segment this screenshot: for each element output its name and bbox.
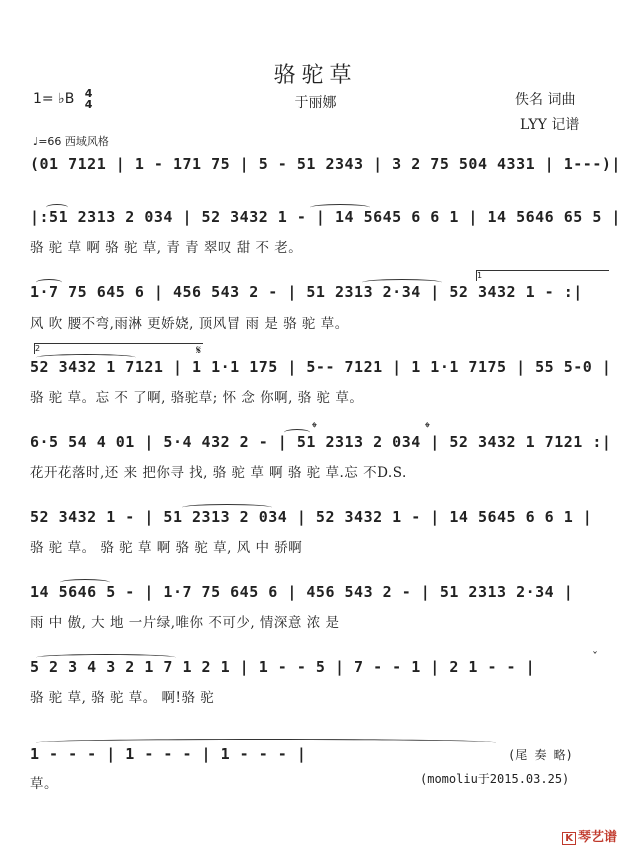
lyrics-line-5: 花开花落时,还 来 把你寻 找, 骆 驼 草 啊 骆 驼 草.忘 不D.S. [30, 465, 407, 481]
lyrics-line-6: 骆 驼 草。 骆 驼 草 啊 骆 驼 草, 风 中 骄啊 [30, 540, 303, 556]
notation-line-9: 1 - - - | 1 - - - | 1 - - - | [30, 745, 307, 763]
notation-line-7: 14 5646 5 - | 1·7 75 645 6 | 456 543 2 - | 51 2313 2·34 | [30, 583, 574, 601]
lyrics-line-4: 骆 驼 草。忘 不 了啊, 骆驼草; 怀 念 你啊, 骆 驼 草。 [30, 390, 364, 406]
notation-line-5: 6·5 54 4 01 | 5·4 432 2 - | 51 2313 2 034 | 52 3432 1 7121 :| [30, 433, 612, 451]
notation-line-3: 1·7 75 645 6 | 456 543 2 - | 51 2313 2·34 | 52 3432 1 - :| [30, 283, 583, 301]
volta-bracket-1 [476, 270, 609, 281]
fermata-mark: ˇ [592, 650, 598, 664]
volta-number-1: 1 [477, 271, 483, 280]
coda-sign-1: 𝄌 [312, 420, 317, 436]
credit-composer: 佚名 词曲 [515, 92, 576, 108]
lyrics-line-8: 骆 驼 草, 骆 驼 草。 啊!骆 驼 [30, 690, 215, 706]
site-watermark [562, 826, 617, 845]
time-signature [85, 88, 93, 110]
tempo-marking: ♩=66 西域风格 [33, 135, 109, 148]
key-label: 1= ♭B [33, 91, 75, 107]
notation-line-6: 52 3432 1 - | 51 2313 2 034 | 52 3432 1 - | 14 5645 6 6 1 | [30, 508, 593, 526]
credit-transcriber: LYY 记谱 [520, 117, 580, 133]
song-title: 骆驼草 [273, 63, 358, 88]
key-signature [33, 88, 92, 110]
lyrics-line-9: 草。 [30, 776, 58, 792]
signature-note: (momoliu于2015.03.25) [420, 772, 570, 786]
notation-line-2: |:51 2313 2 034 | 52 3432 1 - | 14 5645 6 6 1 | 14 5646 65 5 | [30, 208, 621, 226]
singer-name: 于丽娜 [294, 95, 337, 111]
meter-bottom: 4 [84, 98, 93, 111]
notation-line-4: 52 3432 1 7121 | 1 1·1 175 | 5-- 7121 | 1 1·1 7175 | 55 5-0 | [30, 358, 612, 376]
lyrics-line-3: 风 吹 腰不弯,雨淋 更娇娆, 顶风冒 雨 是 骆 驼 草。 [30, 316, 349, 332]
logo-icon: K [562, 832, 576, 845]
watermark-text: 琴艺谱 [577, 830, 617, 845]
volta-bracket-2 [34, 343, 203, 354]
notation-line-1: (01 7121 | 1 - 171 75 | 5 - 51 2343 | 3 2 75 504 4331 | 1---)| [30, 155, 621, 173]
meter-top: 4 [84, 87, 93, 100]
segno-sign: 𝄋 [196, 343, 202, 357]
notation-line-8: 5 2 3 4 3 2 1 7 1 2 1 | 1 - - 5 | 7 - - 1 | 2 1 - - | [30, 658, 536, 676]
volta-number-2: 2 [35, 344, 41, 353]
coda-sign-2: 𝄌 [425, 420, 430, 436]
lyrics-line-2: 骆 驼 草 啊 骆 驼 草, 青 青 翠叹 甜 不 老。 [30, 240, 303, 256]
lyrics-line-7: 雨 中 傲, 大 地 一片绿,唯你 不可少, 情深意 浓 是 [30, 615, 340, 631]
outro-note: (尾 奏 略) [508, 748, 573, 762]
